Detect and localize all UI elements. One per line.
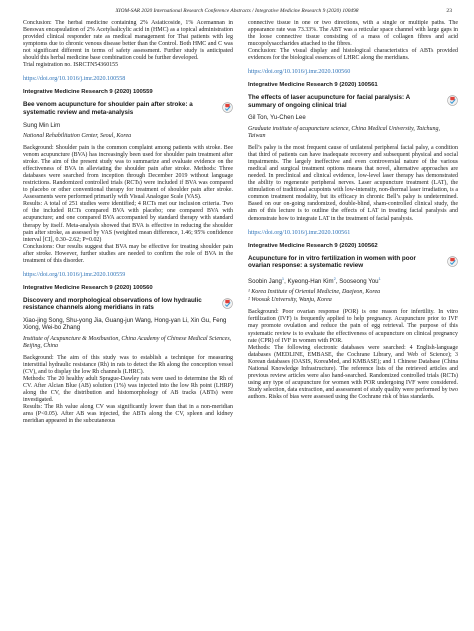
author-name: Soobin Jang: [248, 277, 282, 285]
trial-registration: Trial registration no. ISRCTN54360155: [23, 62, 119, 69]
abstract-affiliation: Graduate institute of acupuncture science, China Medical University, Taichung, Taiwan: [248, 125, 441, 139]
abstract-title: The effects of laser acupuncture for facial paralysis: A summary of ongoing clinical trial: [248, 94, 410, 109]
abstract-title-row: [23, 297, 233, 317]
crossmark-check-icon[interactable]: [447, 95, 458, 106]
right-column: [248, 20, 458, 626]
abstract-affiliation: Institute of Acupuncture & Moxibustion, China Academy of Chinese Medical Sciences, Beijing, China: [23, 335, 232, 349]
paragraph: Results: A total of 251 studies were identified; 4 RCTs met our inclusion criteria. Two of the included RCTs compared BVA with placebo; one compared BVA with acupuncture; and one compared BVA accompanied by standard therapy with standard therapy by itself. Meta-analysis showed that BVA is effective in reducing the shoulder pain after stroke, as assessed by VAS (weighted mean difference, 1.46; 95% confidence interval [CI], 0.30–2.62; P=0.02): [23, 201, 233, 243]
doi-link[interactable]: https://doi.org/10.1016/j.imr.2020.100559: [23, 271, 126, 278]
page-number: 23: [446, 8, 452, 14]
abstract-affiliation: National Rehabilitation Center, Seoul, Korea: [23, 132, 132, 139]
doi-link[interactable]: https://doi.org/10.1016/j.imr.2020.100561: [248, 229, 351, 236]
paragraph: Conclusion: The visual display and histological characteristics of ABTs provided evidences for the biological essences of LHRC along the meridians.: [248, 48, 458, 62]
left-column: [23, 20, 233, 626]
abstract-journal-header: Integrative Medicine Research 9 (2020) 100561: [248, 82, 378, 89]
paragraph: Methods: The 20 healthy adult Sprague-Dawley rats were used to determine the Rh of CV. After Alcian Blue (AB) solution (1%) was injected into the low Rh point (LHRP) along the CV, the distribution and histomorphology of AB tracks (ABTs) were investigated.: [23, 376, 233, 404]
paragraph: Bell’s palsy is the most frequent cause of unilateral peripheral facial palsy, a condition that third of patients can have inadequate recovery and subsequent physical and social impairments. The largely ineffective and even controversial nature of the various medical and surgical treatment options means that novel, alternative approaches are needed. In preclinical and clinical evidence, low-level laser therapy has demonstrated the ability to regenerate peripheral nerves. Laser acupuncture treatment (LAT), the stimulation of traditional acupoints with low-intensity, non-thermal laser irradiation, is a common treatment modality, but its efficacy in chronic Bell’s palsy is undetermined. Based on our on-going randomized, double-blind, sham-controlled clinical study, the aim of this lecture is to outline the effects of LAT in treating facial paralysis and demonstrate how to integrate LAT in the treatment of facial paralysis.: [248, 145, 458, 222]
abstract-title-row: [248, 94, 458, 114]
paragraph: Background: The aim of this study was to establish a technique for measuring interstitial hydraulic resistance (Rh) in rats to detect the Rh along the conception vessel (CV), and to display the low Rh channels (LHRC).: [23, 355, 233, 376]
abstract-title-row: [23, 101, 233, 121]
paragraph: Background: Poor ovarian response (POR) is one reason for infertility. In vitro fertilization (IVF) is frequently applied to help pregnancy. Acupuncture prior to IVF may promote ovulation and reduce the pain of egg retrieval. The purpose of this systematic review is to evaluate the effectiveness of acupuncture on clinical pregnancy rate (CPR) of IVF in women with POR.: [248, 309, 458, 344]
running-header: [0, 5, 474, 17]
abstract-authors: Soobin Jang$^1$, Kyeong-Han Kim$^2$, Sooseong You$^1$: [248, 275, 381, 285]
abstract-title: Discovery and morphological observations of low hydraulic resistance channels along meridians in rats: [23, 296, 202, 312]
running-title: XIOM-SAR 2020 International Research Conference Abstracts / Integrative Medicine Research 9 (2020) 100498: [115, 8, 359, 14]
doi-link[interactable]: https://doi.org/10.1016/j.imr.2020.100558: [23, 76, 126, 83]
author-name: Sooseong You: [339, 277, 379, 285]
abstract-title: Bee venom acupuncture for shoulder pain after stroke: a systematic review and meta-analysis: [23, 101, 193, 116]
abstract-authors: Sung Min Lim: [23, 121, 61, 129]
affiliation-marker[interactable]: 2: [333, 275, 336, 281]
abstract-affiliation: ¹ Korea Institute of Oriental Medicine, Daejeon, Korea: [248, 289, 381, 296]
abstract-authors: Xiao-jing Song, Shu-yong Jia, Guang-jun Wang, Hong-yan Li, Xin Gu, Feng Xiong, Wei-bo Zhang: [23, 317, 227, 332]
paragraph: Results: The Rh value along CV was significantly lower than that in a non-meridian area (P<0.05). After AB was injected, the ABTs along the CV, spleen and kidney meridian appeared in the subcutaneous: [23, 404, 233, 425]
abstract-journal-header: Integrative Medicine Research 9 (2020) 100562: [248, 242, 378, 249]
crossmark-check-icon[interactable]: [222, 298, 233, 309]
abstract-title-row: [248, 255, 458, 275]
crossmark-check-icon[interactable]: [447, 256, 458, 267]
abstract-authors: Gil Ton, Yu-Chen Lee: [248, 114, 306, 122]
paragraph: Conclusion: The herbal medicine containing 2% Asiaticoside, 1% Acemannan in Beeswax encapsulation of 2% Acetylsalicylic acid in (HMC) as a topical administration provided clinical responder rate as medical management for Thai patients with leg symptoms due to chronic venous disease better than the Control. Both HMC and C was not significant different in terms of safety assessment. Further study is anticipated should this herbal medicine base combination could be further developed.: [23, 20, 233, 62]
paragraph: connective tissue in one or two directions, with a single or multiple paths. The appearance rate was 73.33%. The ABT was a reticular space channel with large gaps in the loose connective tissue consisting of a mass of collagen fibres and acid mucopolysaccharides attached to the fibres.: [248, 20, 458, 48]
abstract-title: Acupuncture for in vitro fertilization in women with poor ovarian response: a systematic review: [248, 254, 416, 270]
abstract-journal-header: Integrative Medicine Research 9 (2020) 100560: [23, 284, 153, 291]
abstract-journal-header: Integrative Medicine Research 9 (2020) 100559: [23, 89, 153, 96]
paragraph: Methods: The following electronic databases were searched: 4 English-language databases (MEDLINE, EMBASE, the Cochrane Library, and Web of Science); 3 Korean databases (OASIS, KoreaMed, and KMBASE); and 1 Chinese Database (China National Knowledge Infrastructure). The reference lists of the retrieved articles and previous review articles were also hand-searched. Randomized controlled trials (RCTs) using any type of acupuncture for women with POR undergoing IVF were considered. Study selection, data extraction, and assessment of study quality were performed by two authors. Risks of bias were assessed using the Cochrane risk of bias standards.: [248, 344, 458, 400]
affiliation-marker[interactable]: 1: [378, 275, 381, 281]
affiliation-marker[interactable]: 1: [281, 275, 285, 281]
abstract-affiliation: ² Woosuk University, Wanju, Korea: [248, 297, 332, 304]
crossmark-check-icon[interactable]: [222, 102, 233, 113]
author-name: Kyeong-Han Kim: [287, 277, 334, 285]
paragraph: Conclusions: Our results suggest that BVA may be effective for treating shoulder pain after stroke. However, further studies are needed to confirm the role of BVA in the treatment of this disorder.: [23, 243, 233, 264]
paragraph: Background: Shoulder pain is the common complaint among patients with stroke. Bee venom acupuncture (BVA) has increasingly been used for shoulder pain treatment after stroke. The aim of the present study was to summarize and evaluate evidence on the effectiveness of BVA in alleviating the shoulder pain after stroke. Methods: Three databases were searched from inception through December 2019 without language restrictions. Randomized controlled trials (RCTs) were included if BVA was compared to placebo or other conventional therapy for treatment of shoulder pain after stroke. Assessments were performed primarily with Visual Analogue Scale (VAS).: [23, 145, 233, 201]
doi-link[interactable]: https://doi.org/10.1016/j.imr.2020.100560: [248, 69, 351, 76]
